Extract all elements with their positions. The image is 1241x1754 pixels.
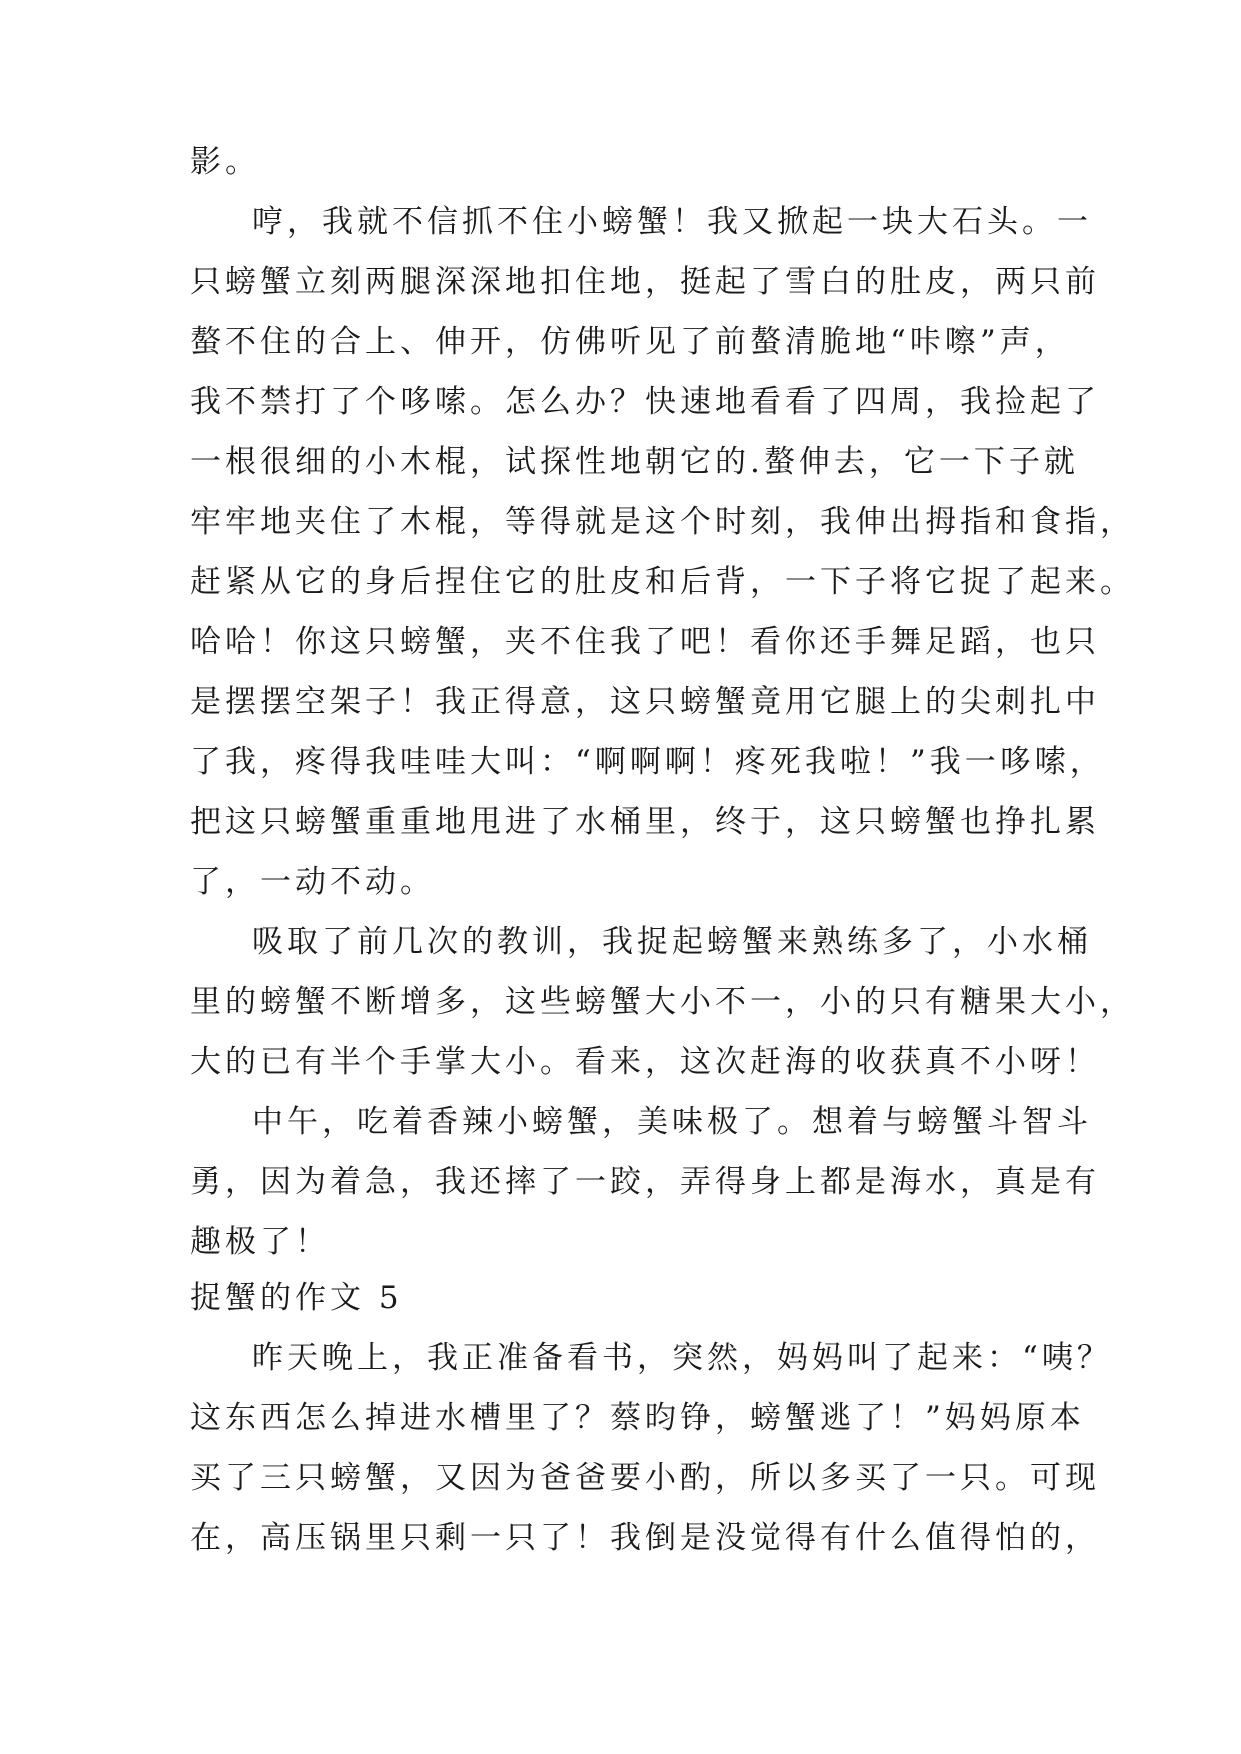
paragraph-first-line: 吸取了前几次的教训，我捉起螃蟹来熟练多了，小水桶 — [252, 924, 1092, 960]
text-line: 是摆摆空架子！我正得意，这只螃蟹竟用它腿上的尖刺扎中 — [190, 684, 1100, 720]
section-heading: 捉蟹的作文 5 — [190, 1280, 403, 1316]
text-line: 一根很细的小木棍，试探性地朝它的.螯伸去，它一下子就 — [190, 444, 1079, 480]
text-line: 在，高压锅里只剩一只了！我倒是没觉得有什么值得怕的， — [190, 1520, 1100, 1556]
paragraph-first-line: 哼，我就不信抓不住小螃蟹！我又掀起一块大石头。一 — [252, 204, 1092, 240]
text-line: 买了三只螃蟹，又因为爸爸要小酌，所以多买了一只。可现 — [190, 1460, 1100, 1496]
text-line: 把这只螃蟹重重地甩进了水桶里，终于，这只螃蟹也挣扎累 — [190, 804, 1100, 840]
text-line: 了，一动不动。 — [190, 864, 435, 900]
text-line: 我不禁打了个哆嗦。怎么办？快速地看看了四周，我捡起了 — [190, 384, 1100, 420]
text-line: 勇，因为着急，我还摔了一跤，弄得身上都是海水，真是有 — [190, 1164, 1100, 1200]
paragraph-first-line: 昨天晚上，我正准备看书，突然，妈妈叫了起来：“咦？ — [252, 1340, 1112, 1376]
text-line: 哈哈！你这只螃蟹，夹不住我了吧！看你还手舞足蹈，也只 — [190, 624, 1100, 660]
text-line: 了我，疼得我哇哇大叫：“啊啊啊！疼死我啦！”我一哆嗦， — [190, 744, 1105, 780]
text-line: 趣极了！ — [190, 1224, 330, 1260]
text-line: 螯不住的合上、伸开，仿佛听见了前螯清脆地“咔嚓”声， — [190, 324, 1070, 360]
text-line: 赶紧从它的身后捏住它的肚皮和后背，一下子将它捉了起来。 — [190, 564, 1135, 600]
paragraph-first-line: 中午，吃着香辣小螃蟹，美味极了。想着与螃蟹斗智斗 — [252, 1104, 1092, 1140]
text-line: 这东西怎么掉进水槽里了？蔡昀铮，螃蟹逃了！”妈妈原本 — [190, 1400, 1085, 1436]
text-line: 只螃蟹立刻两腿深深地扣住地，挺起了雪白的肚皮，两只前 — [190, 264, 1100, 300]
text-line: 里的螃蟹不断增多，这些螃蟹大小不一，小的只有糖果大小， — [190, 984, 1135, 1020]
text-line: 牢牢地夹住了木棍，等得就是这个时刻，我伸出拇指和食指， — [190, 504, 1135, 540]
text-line: 影。 — [190, 144, 260, 180]
text-line: 大的已有半个手掌大小。看来，这次赶海的收获真不小呀！ — [190, 1044, 1100, 1080]
